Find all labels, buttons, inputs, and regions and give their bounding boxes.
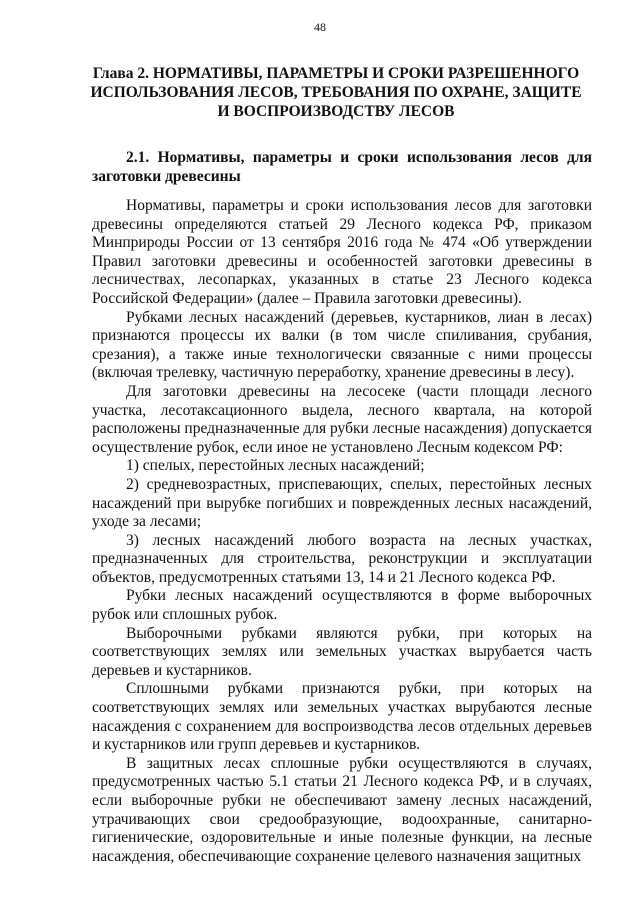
paragraph: Рубки лесных насаждений осуществляются в форме выборочных рубок или сплошных рубок. [92, 587, 592, 624]
paragraph: Рубками лесных насаждений (деревьев, кустарников, лиан в лесах) признаются процессы их валки (в том числе спиливания, срубания, срезания), а также иные технологически связанные с ними процессы (включая трелевку, частичную переработку, хранение древесины в лесу). [92, 308, 592, 382]
page-number: 48 [314, 20, 326, 34]
list-item: 3) лесных насаждений любого возраста на лесных участках, предназначенных для строительства, реконструкции и эксплуатации объектов, предусмотренных статьями 13, 14 и 21 Лесного кодекса РФ. [92, 531, 592, 586]
body-text [92, 197, 592, 866]
paragraph: Для заготовки древесины на лесосеке (части площади лесного участка, лесотаксационного выдела, лесного квартала, на которой расположены предназначенные для рубки лесные насаждения) допускается осуществление рубок, если иное не установлено Лесным кодексом РФ: [92, 382, 592, 456]
list-item: 1) спелых, перестойных лесных насаждений; [126, 457, 425, 475]
section-title: 2.1. Нормативы, параметры и сроки использования лесов для заготовки древесины [92, 149, 592, 185]
paragraph: Сплошными рубками признаются рубки, при которых на соответствующих землях или земельных участках вырубаются лесные насаждения с сохранением для воспроизводства лесов отдельных деревьев и кустарников или групп деревьев и кустарников. [92, 680, 592, 754]
list-item: 2) средневозрастных, приспевающих, спелых, перестойных лесных насаждений при вырубке погибших и поврежденных лесных насаждений, уходе за лесами; [92, 475, 592, 531]
paragraph: В защитных лесах сплошные рубки осуществляются в случаях, предусмотренных частью 5.1 статьи 21 Лесного кодекса РФ, и в случаях, если выборочные рубки не обеспечивают замену лесных насаждений, утрачивающих свои средообразующие, водоохранные, санитарно-гигиенические, оздоровительные и иные полезные функции, на лесные насаждения, обеспечивающие сохранение целевого назначения защитных [92, 754, 592, 865]
chapter-title: Глава 2. НОРМАТИВЫ, ПАРАМЕТРЫ И СРОКИ РАЗРЕШЕННОГО ИСПОЛЬЗОВАНИЯ ЛЕСОВ, ТРЕБОВАНИЯ ПО ОХРАНЕ, ЗАЩИТЕ И ВОСПРОИЗВОДСТВУ ЛЕСОВ [90, 65, 582, 120]
paragraph: Нормативы, параметры и сроки использования лесов для заготовки древесины определяются статьей 29 Лесного кодекса РФ, приказом Минприроды России от 13 сентября 2016 года № 474 «Об утверждении Правил заготовки древесины и особенностей заготовки древесины в лесничествах, лесопарках, указанных в статье 23 Лесного кодекса Российской Федерации» (далее – Правила заготовки древесины). [92, 197, 592, 307]
paragraph: Выборочными рубками являются рубки, при которых на соответствующих землях или земельных участках вырубается часть деревьев и кустарников. [92, 624, 592, 679]
